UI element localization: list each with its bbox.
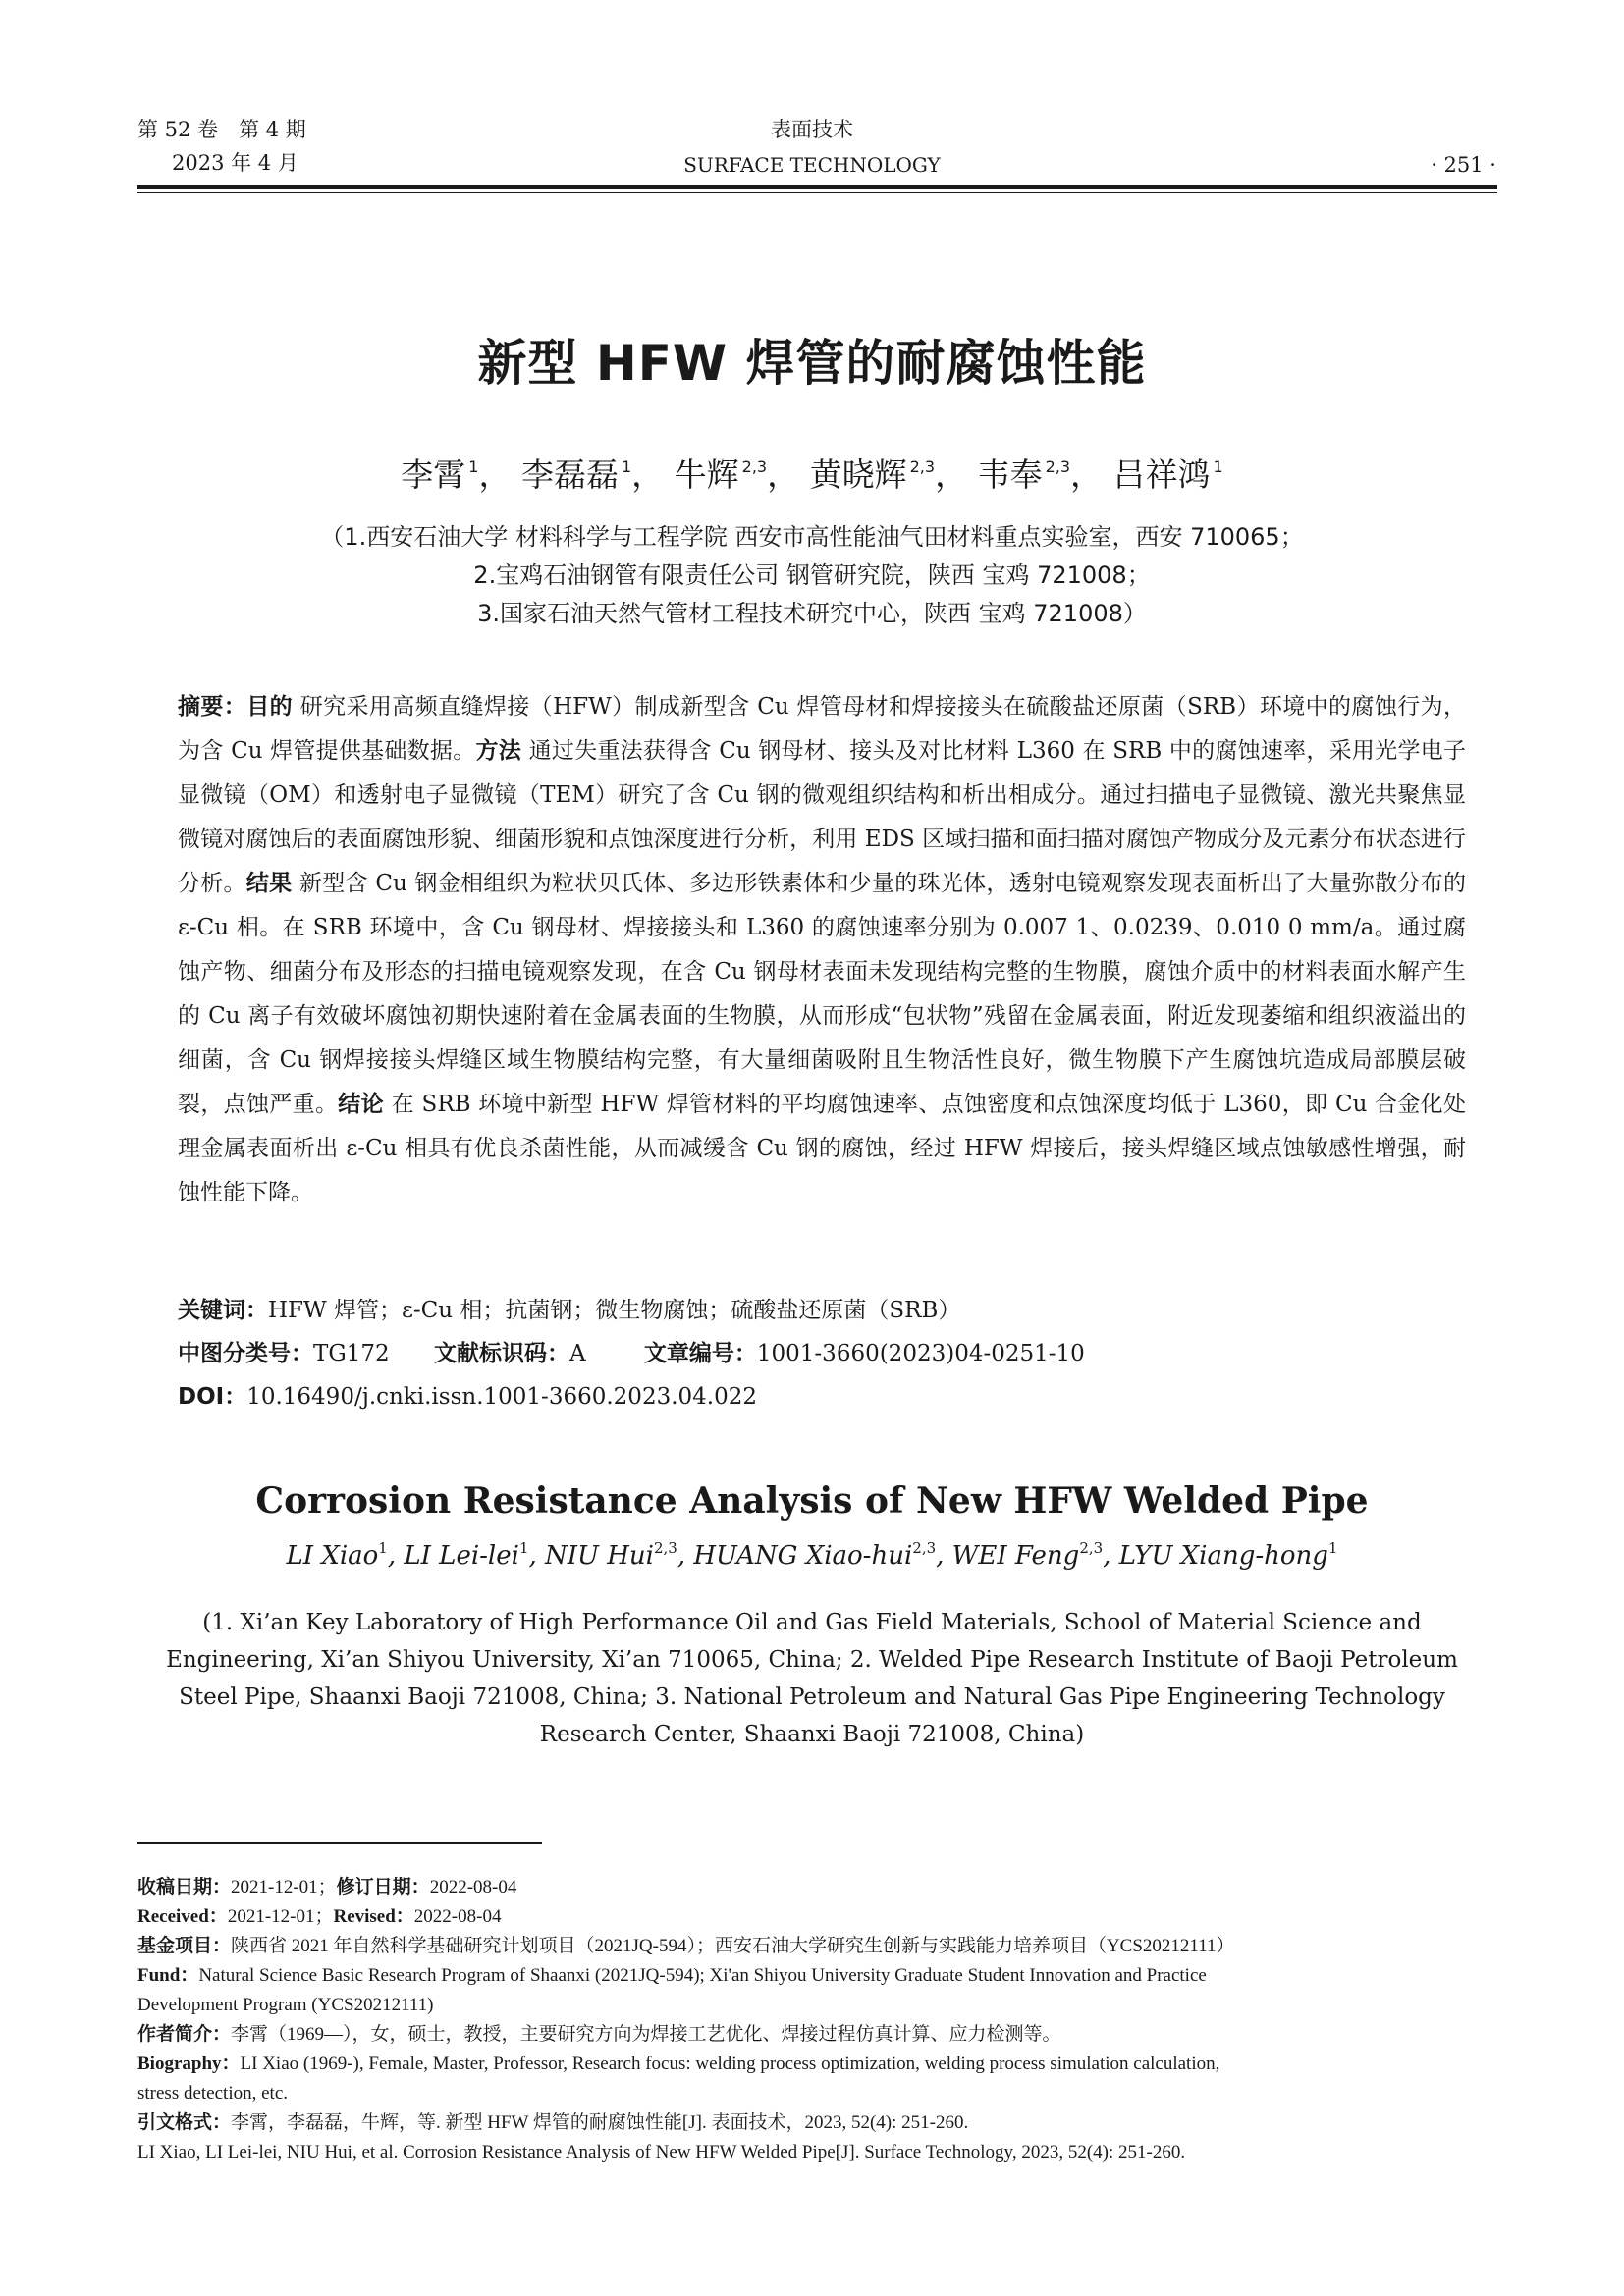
purpose-text: 研究采用高频直缝焊接（HFW）制成新型含 Cu 焊管母材和焊接接头在硫酸盐还原菌（SRB）环境中的腐蚀行为，为含 Cu 焊管提供基础数据。 [178, 694, 1467, 764]
keywords-value: HFW 焊管；ε-Cu 相；抗菌钢；微生物腐蚀；硫酸盐还原菌（SRB） [268, 1298, 961, 1323]
footnotes [137, 1873, 1497, 2167]
received-label: 收稿日期： [137, 1877, 232, 1897]
affiliation-line: Steel Pipe, Shaanxi Baoji 721008, China; 3. National Petroleum and Natural Gas Pipe Engineering Technology [179, 1684, 1445, 1710]
affiliations-cn [0, 518, 1624, 633]
cite-cn [137, 2109, 1497, 2138]
fund-label: Fund： [137, 1965, 199, 1986]
author-sup: 1 [621, 457, 632, 476]
author-sup: 1 [518, 1539, 529, 1557]
revised-value: 2022-08-04 [413, 1906, 502, 1927]
bio-en-cont: stress detection, etc. [137, 2083, 289, 2104]
author-sup: 2,3 [653, 1539, 677, 1557]
affiliation-line: Research Center, Shaanxi Baoji 721008, China) [539, 1722, 1085, 1747]
author-sup: 2,3 [1079, 1539, 1104, 1557]
author-cn: 黄晓辉 [809, 455, 907, 494]
author-sup: 1 [1213, 457, 1223, 476]
author-cn: 李磊磊 [520, 455, 619, 494]
issue-date: 2023 年 4 月 [172, 151, 298, 175]
cite-label: 引文格式： [137, 2112, 232, 2133]
header-rule-thin [137, 192, 1497, 193]
author-en: LI Xiao [286, 1541, 379, 1571]
bio-value: LI Xiao (1969-), Female, Master, Professor, Research focus: welding process optimization, welding process simulation calculation, [240, 2054, 1220, 2074]
doi [178, 1375, 1466, 1418]
author-sup: 2,3 [1045, 457, 1071, 476]
authors-en: LI Xiao$^1$, LI Lei-lei$^1$, NIU Hui$^{2,3}$, HUANG Xiao-hui$^{2,3}$, WEI Feng$^{2,3}$, LYU Xiang-hong$^1$ [286, 1539, 1338, 1571]
article-no-label: 文章编号： [643, 1341, 757, 1366]
bio-cn [137, 2020, 1497, 2050]
method-text: 通过失重法获得含 Cu 钢母材、接头及对比材料 L360 在 SRB 中的腐蚀速率，采用光学电子显微镜（OM）和透射电子显微镜（TEM）研究了含 Cu 钢的微观组织结构和析出相成分。通过扫描电子显微镜、激光共聚焦显微镜对腐蚀后的表面腐蚀形貌、细菌形貌和点蚀深度进行分析，利用 EDS 区域扫描和面扫描对腐蚀产物成分及元素分布状态进行分析。 [178, 738, 1466, 896]
volume-issue: 第 52 卷 第 4 期 [137, 118, 306, 141]
author-en: LYU Xiang-hong [1118, 1541, 1328, 1571]
clc-label: 中图分类号： [178, 1341, 313, 1366]
bio-value: 李霄（1969—），女，硕士，教授，主要研究方向为焊接工艺优化、焊接过程仿真计算、应力检测等。 [231, 2024, 1061, 2045]
affiliation-line: 3.国家石油天然气管材工程技术研究中心，陕西 宝鸡 721008） [477, 600, 1147, 627]
author-en: NIU Hui [545, 1541, 654, 1571]
cite-value: 李霄，李磊磊，牛辉，等. 新型 HFW 焊管的耐腐蚀性能[J]. 表面技术，2023, 52(4): 251-260. [231, 2112, 969, 2133]
author-sup: 1 [1327, 1539, 1338, 1557]
author-en: WEI Feng [951, 1541, 1080, 1571]
bio-label: 作者简介： [137, 2024, 232, 2045]
conclusion-text: 在 SRB 环境中新型 HFW 焊管材料的平均腐蚀速率、点蚀密度和点蚀深度均低于 L360，即 Cu 合金化处理金属表面析出 ε-Cu 相具有优良杀菌性能，从而减缓含 Cu 钢的腐蚀，经过 HFW 焊接后，接头焊缝区域点蚀敏感性增强，耐蚀性能下降。 [178, 1092, 1467, 1205]
keywords [178, 1289, 1466, 1332]
author-sup: 1 [378, 1539, 388, 1557]
fund-cn [137, 1932, 1497, 1961]
author-sup: 2,3 [909, 457, 936, 476]
result-text: 新型含 Cu 钢金相组织为粒状贝氏体、多边形铁素体和少量的珠光体，透射电镜观察发现表面析出了大量弥散分布的 ε-Cu 相。在 SRB 环境中，含 Cu 钢母材、焊接接头和 L360 的腐蚀速率分别为 0.007 1、0.0239、0.010 0 mm/a。通过腐蚀产物、细菌分布及形态的扫描电镜观察发现，在含 Cu 钢母材表面未发现结构完整的生物膜，腐蚀介质中的材料表面水解产生的 Cu 离子有效破坏腐蚀初期快速附着在金属表面的生物膜，从而形成“包状物”残留在金属表面，附近发现萎缩和组织液溢出的细菌，含 Cu 钢焊接接头焊缝区域生物膜结构完整，有大量细菌吸附且生物活性良好，微生物膜下产生腐蚀坑造成局部膜层破裂，点蚀严重。 [178, 871, 1466, 1117]
author-cn: 吕祥鸿 [1112, 455, 1211, 494]
doc-code-value: A [568, 1341, 586, 1366]
abstract-cn [178, 685, 1466, 1215]
doi-label: DOI： [178, 1384, 247, 1410]
journal-name-en: SURFACE TECHNOLOGY [683, 153, 941, 177]
journal-name-cn: 表面技术 [771, 118, 853, 141]
received-cn [137, 1873, 1497, 1902]
title-en: Corrosion Resistance Analysis of New HFW Welded Pipe [255, 1480, 1369, 1522]
bio-en [137, 2050, 1497, 2079]
bio-label: Biography： [137, 2054, 241, 2074]
authors-cn: 李霄 $^1$， 李磊磊 $^1$， 牛辉 $^{2,3}$， 黄晓辉 $^{2,3}$， 韦奉 $^{2,3}$， 吕祥鸿 $^1$ [401, 455, 1223, 494]
fund-label: 基金项目： [137, 1936, 232, 1956]
affiliation-line: （1.西安石油大学 材料科学与工程学院 西安市高性能油气田材料重点实验室，西安 710065； [320, 523, 1304, 551]
author-sup: 2,3 [912, 1539, 937, 1557]
purpose-label: 目的 [246, 694, 293, 720]
method-label: 方法 [475, 738, 521, 764]
fund-value: Natural Science Basic Research Program of Shaanxi (2021JQ-594); Xi'an Shiyou University Graduate Student Innovation and Practice [198, 1965, 1207, 1986]
author-cn: 李霄 [401, 455, 466, 494]
footnote-rule [137, 1842, 542, 1844]
author-sup: 2,3 [741, 457, 768, 476]
clc-value: TG172 [313, 1341, 390, 1366]
affiliation-line: 2.宝鸡石油钢管有限责任公司 钢管研究院，陕西 宝鸡 721008； [473, 561, 1151, 589]
received-label: Received： [137, 1906, 228, 1927]
revised-value: 2022-08-04 [429, 1877, 517, 1897]
affiliation-line: Engineering, Xi’an Shiyou University, Xi’an 710065, China; 2. Welded Pipe Research Institute of Baoji Petroleum [166, 1647, 1458, 1673]
fund-en [137, 1961, 1497, 1991]
author-en: HUANG Xiao-hui [693, 1541, 913, 1571]
author-cn: 韦奉 [977, 455, 1043, 494]
result-label: 结果 [245, 871, 293, 896]
keywords-label: 关键词： [178, 1298, 268, 1323]
revised-label: Revised： [333, 1906, 414, 1927]
affiliation-line: (1. Xi’an Key Laboratory of High Performance Oil and Gas Field Materials, School of Material Science and [202, 1610, 1422, 1635]
author-en: LI Lei-lei [404, 1541, 519, 1571]
header-rule-thick [137, 185, 1497, 189]
affiliations-en [0, 1604, 1624, 1753]
article-no-value: 1001-3660(2023)04-0251-10 [756, 1341, 1085, 1366]
author-sup: 1 [468, 457, 479, 476]
doc-code-label: 文献标识码： [433, 1341, 569, 1366]
cite-en: LI Xiao, LI Lei-lei, NIU Hui, et al. Corrosion Resistance Analysis of New HFW Welded Pipe[J]. Surface Technology, 2023, 52(4): 251-260. [137, 2142, 1186, 2163]
conclusion-label: 结论 [338, 1092, 384, 1117]
received-value: 2021-12-01； [231, 1877, 337, 1897]
title-cn: 新型 HFW 焊管的耐腐蚀性能 [477, 335, 1147, 392]
revised-label: 修订日期： [336, 1877, 430, 1897]
doi-link[interactable]: 10.16490/j.cnki.issn.1001-3660.2023.04.022 [246, 1384, 757, 1410]
fund-value: 陕西省 2021 年自然科学基础研究计划项目（2021JQ-594）；西安石油大学研究生创新与实践能力培养项目（YCS20212111） [231, 1936, 1235, 1956]
author-cn: 牛辉 [674, 455, 739, 494]
fund-en-cont: Development Program (YCS20212111) [137, 1995, 434, 2015]
classification [178, 1332, 1466, 1375]
abstract-label: 摘要： [178, 694, 247, 720]
page-number: · 251 · [1431, 153, 1496, 177]
received-value: 2021-12-01； [227, 1906, 334, 1927]
received-en [137, 1902, 1497, 1932]
